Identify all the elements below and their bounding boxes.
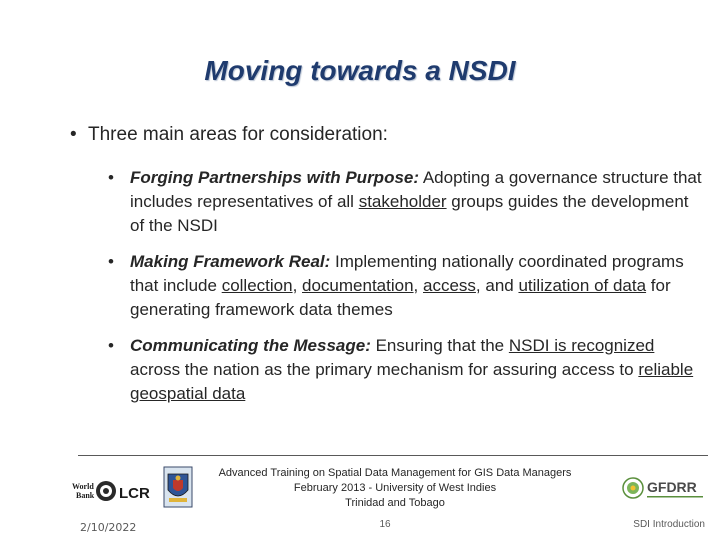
world-bank-label: World xyxy=(72,482,94,491)
bullet-marker: • xyxy=(108,336,114,355)
term-link: stakeholder xyxy=(358,192,447,211)
world-bank-lcr-logo xyxy=(72,478,162,504)
gfdrr-logo xyxy=(622,474,708,502)
bullet-heading: Making Framework Real: xyxy=(130,252,331,271)
bullet-text: groups guides the development of the NSDI xyxy=(130,192,689,235)
gfdrr-label: GFDRR xyxy=(647,479,697,495)
bullet-heading: Forging Partnerships with Purpose: xyxy=(130,168,420,187)
term-link: access xyxy=(423,276,476,295)
footer-line: Trinidad and Tobago xyxy=(345,497,445,509)
slide-number: 16 xyxy=(379,519,391,530)
bullet-text: , xyxy=(413,276,423,295)
bullet-text: , and xyxy=(475,276,519,295)
sub-bullet-message xyxy=(108,334,705,406)
bullet-text: , xyxy=(292,276,303,295)
world-bank-label: Bank xyxy=(76,491,95,500)
main-bullet-text: Three main areas for consideration: xyxy=(88,124,388,145)
sub-bullet-framework xyxy=(108,250,705,322)
bullet-text: Implementing nationally coordinated programs that include xyxy=(130,252,684,295)
term-link: NSDI is recognized xyxy=(508,336,655,355)
footer-divider xyxy=(78,455,708,456)
main-bullet xyxy=(70,124,388,146)
bullet-text: across the nation as the primary mechanism for assuring access to xyxy=(130,360,639,379)
slide-title: Moving towards a NSDI xyxy=(204,55,516,86)
term-link: documentation xyxy=(302,276,414,295)
sub-bullet-partnerships xyxy=(108,166,705,238)
bullet-marker: • xyxy=(108,252,114,271)
footer-line: Advanced Training on Spatial Data Management for GIS Data Managers xyxy=(218,467,572,479)
bullet-marker: • xyxy=(108,168,114,187)
lcr-label: LCR xyxy=(119,485,150,502)
term-link: collection xyxy=(221,276,293,295)
slide-footer-title: SDI Introduction xyxy=(633,519,705,530)
bullet-marker: • xyxy=(70,124,77,145)
term-link: utilization of data xyxy=(518,276,647,295)
term-link: reliable geospatial data xyxy=(130,360,694,403)
bullet-text: for generating framework data themes xyxy=(130,276,671,319)
slide-date: 2/10/2022 xyxy=(80,521,137,534)
bullet-text: Adopting a governance structure that includes representatives of all xyxy=(130,168,702,211)
footer-line: February 2013 - University of West Indies xyxy=(293,482,497,494)
bullet-heading: Communicating the Message: xyxy=(130,336,371,355)
bullet-text: Ensuring that the xyxy=(370,336,509,355)
footer-course-info xyxy=(180,466,610,511)
